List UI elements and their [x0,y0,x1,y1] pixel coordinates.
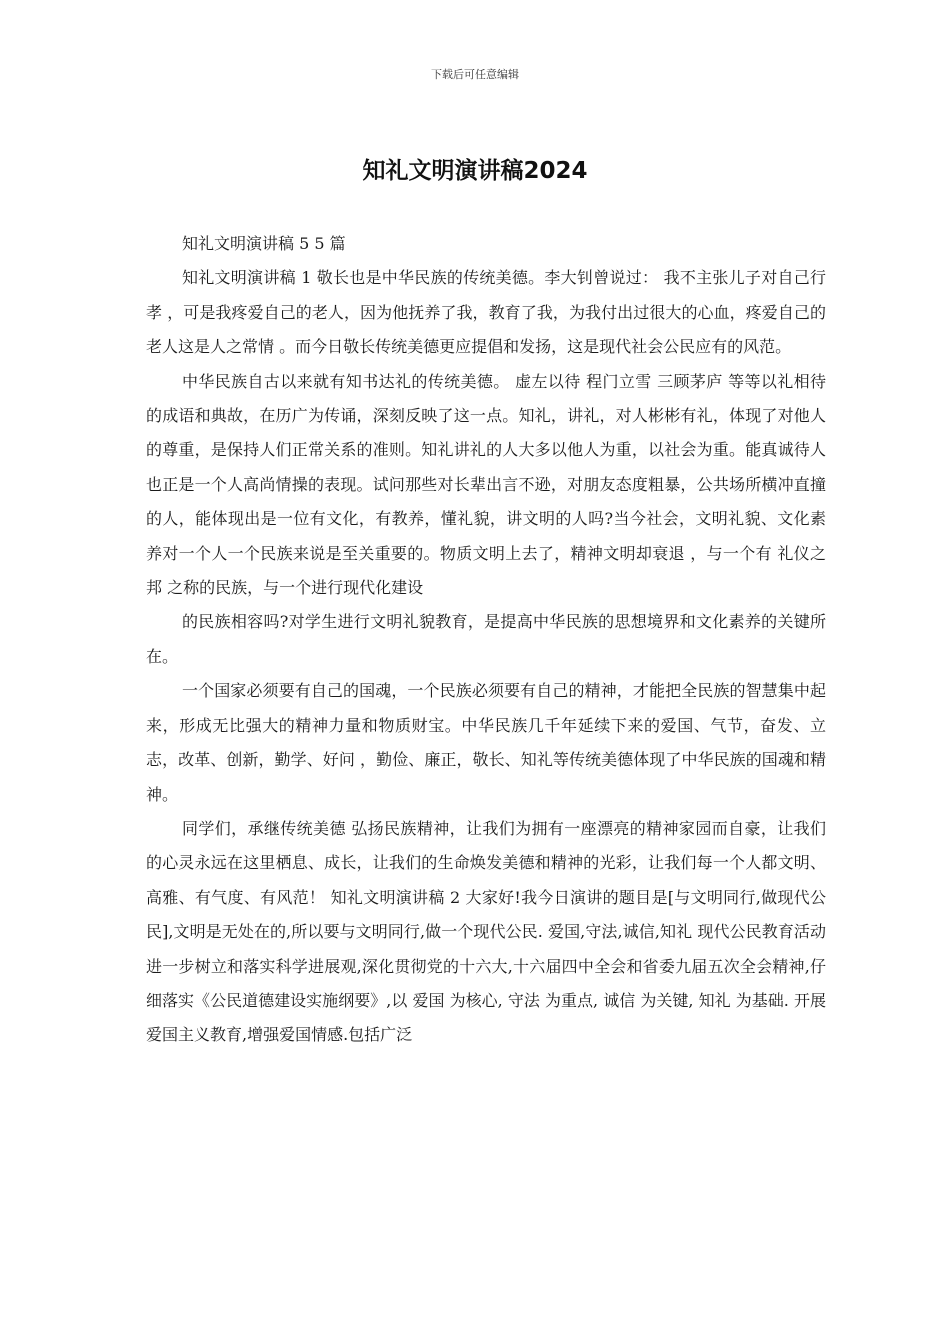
body-paragraph: 同学们，承继传统美德 弘扬民族精神，让我们为拥有一座漂亮的精神家园而自豪，让我们的心灵永远在这里栖息、成长，让我们的生命焕发美德和精神的光彩，让我们每一个人都文明、高雅、有气度、有风范！ 知礼文明演讲稿 2 大家好!我今日演讲的题目是[与文明同行,做现代公民],文明是无处在的,所以要与文明同行,做一个现代公民. 爱国,守法,诚信,知礼 现代公民教育活动进一步树立和落实科学进展观,深化贯彻党的十六大,十六届四中全会和省委九届五次全会精神,仔细落实《公民道德建设实施纲要》,以 爱国 为核心, 守法 为重点, 诚信 为关键, 知礼 为基础. 开展爱国主义教育,增强爱国情感.包括广泛 [146,818,826,1045]
document-subheading: 知礼文明演讲稿 5 5 篇 [182,234,346,253]
document-title: 知礼文明演讲稿2024 [362,158,588,184]
body-paragraph: 中华民族自古以来就有知书达礼的传统美德。 虚左以待 程门立雪 三顾茅庐 等等以礼相待的成语和典故，在历广为传诵，深刻反映了这一点。知礼，讲礼，对人彬彬有礼，体现了对他人的尊重，是保持人们正常关系的准则。知礼讲礼的人大多以他人为重，以社会为重。能真诚待人也正是一个人高尚情操的表现。试问那些对长辈出言不逊，对朋友态度粗暴，公共场所横冲直撞的人，能体现出是一位有文化，有教养，懂礼貌，讲文明的人吗?当今社会，文明礼貌、文化素养对一个人一个民族来说是至关重要的。物质文明上去了，精神文明却衰退 ，与一个有 礼仪之邦 之称的民族，与一个进行现代化建设 [146,371,826,598]
body-paragraph: 一个国家必须要有自己的国魂，一个民族必须要有自己的精神，才能把全民族的智慧集中起来，形成无比强大的精神力量和物质财宝。中华民族几千年延续下来的爱国、气节，奋发、立志，改革、创新，勤学、好问 ，勤俭、廉正，敬长、知礼等传统美德体现了中华民族的国魂和精神。 [146,681,826,804]
body-paragraph: 的民族相容吗?对学生进行文明礼貌教育，是提高中华民族的思想境界和文化素养的关键所在。 [146,612,826,666]
document-body [146,227,826,1053]
body-paragraph: 知礼文明演讲稿 1 敬长也是中华民族的传统美德。李大钊曾说过： 我不主张儿子对自己行孝 ，可是我疼爱自己的老人，因为他抚养了我，教育了我，为我付出过很大的心血，疼爱自己的老人这是人之常情 。而今日敬长传统美德更应提倡和发扬，这是现代社会公民应有的风范。 [146,268,826,357]
header-note: 下载后可任意编辑 [431,68,519,81]
